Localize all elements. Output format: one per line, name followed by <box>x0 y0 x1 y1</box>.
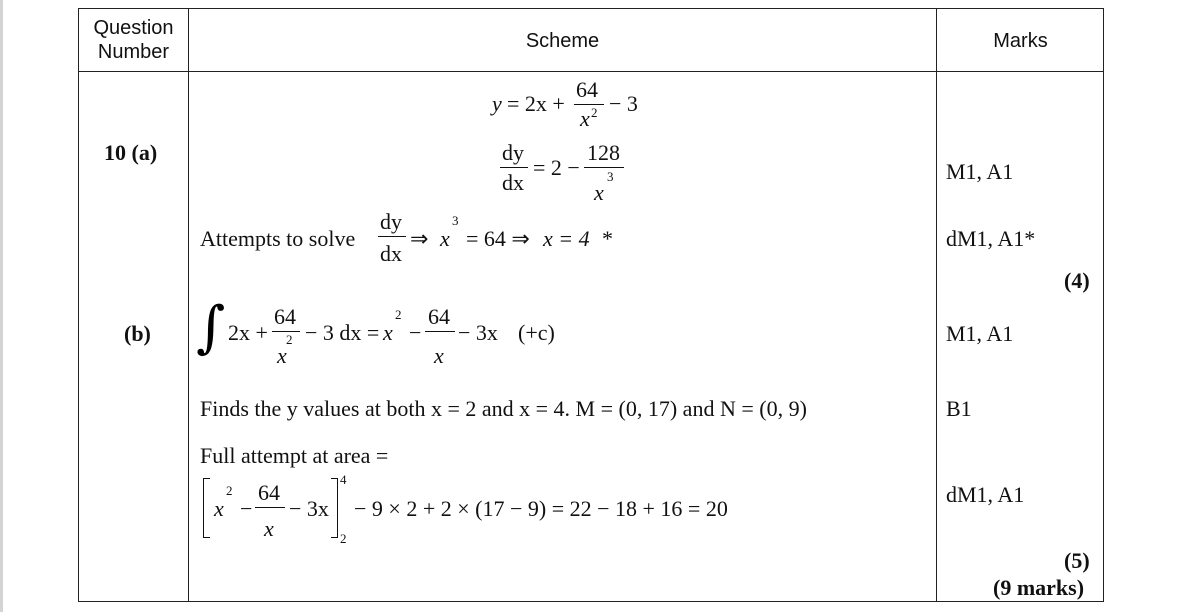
finds-y-values-text: Finds the y values at both x = 2 and x = 4. M = (0, 17) and N = (0, 9) <box>200 396 807 421</box>
int-denominator: x <box>277 343 287 368</box>
eq1-mid: = 2x + <box>507 91 565 116</box>
header-question-number <box>79 16 188 64</box>
eq2-fraction-bar <box>584 167 624 168</box>
question-label-a: 10 (a) <box>104 140 158 165</box>
attempt-x: x <box>440 226 450 251</box>
eq2-denominator: x <box>594 180 604 205</box>
eq1-fraction-bar <box>574 104 604 105</box>
upper-limit: 4 <box>340 472 347 487</box>
question-label-b: (b) <box>124 321 151 346</box>
eq2-mid: = 2 − <box>533 155 580 180</box>
eq2-derivative-bar <box>500 167 528 168</box>
int-constant: (+c) <box>518 320 555 345</box>
attempt-implies-1: ⇒ <box>410 226 429 251</box>
right-square-bracket <box>331 478 338 538</box>
eq2-dx: dx <box>502 170 524 195</box>
area-evaluation: − 9 × 2 + 2 × (17 − 9) = 22 − 18 + 16 = 20 <box>354 496 728 521</box>
marks-b3: dM1, A1 <box>946 482 1025 507</box>
eq2-power: 3 <box>607 169 614 184</box>
bracket-tail: − 3x <box>289 496 329 521</box>
header-scheme: Scheme <box>525 30 600 52</box>
marks-a2: dM1, A1* <box>946 226 1036 251</box>
full-attempt-text: Full attempt at area = <box>200 443 389 468</box>
int-start: 2x + <box>228 320 268 345</box>
int-result-power: 2 <box>395 307 402 322</box>
eq1-lhs: y <box>492 91 502 116</box>
header-question-line1: Question <box>93 17 174 39</box>
grand-total: (9 marks) <box>993 575 1085 600</box>
marks-b2: B1 <box>946 396 972 421</box>
bracket-power: 2 <box>226 483 233 498</box>
eq2-dy: dy <box>502 140 524 165</box>
attempt-bar <box>378 236 406 237</box>
marks-b1: M1, A1 <box>946 321 1014 346</box>
marks-a1: M1, A1 <box>946 159 1014 184</box>
int-power: 2 <box>286 332 293 347</box>
attempt-star: * <box>602 226 613 251</box>
eq2-numerator: 128 <box>587 140 620 165</box>
int-numerator: 64 <box>274 304 296 329</box>
attempt-solution: x = 4 <box>543 226 590 251</box>
int-result-minus: − <box>409 320 422 345</box>
bracket-fraction-bar <box>255 507 285 508</box>
left-square-bracket <box>203 478 210 538</box>
header-marks: Marks <box>993 30 1048 52</box>
eq1-numerator: 64 <box>576 77 598 102</box>
int-result-bar <box>425 331 455 332</box>
column-divider-1 <box>188 9 189 601</box>
bracket-minus: − <box>240 496 253 521</box>
int-result-tail: − 3x <box>458 320 498 345</box>
total-a: (4) <box>1064 268 1090 293</box>
bracket-x: x <box>214 496 224 521</box>
attempt-rest: = 64 ⇒ <box>466 226 530 251</box>
attempt-text: Attempts to solve <box>200 226 356 251</box>
attempt-dx: dx <box>380 241 402 266</box>
header-question-line2: Number <box>97 41 170 63</box>
column-divider-2 <box>936 9 937 601</box>
eq1-denominator: x <box>580 106 590 131</box>
int-result-denominator: x <box>434 343 444 368</box>
header-divider <box>79 71 1103 72</box>
eq1-tail: − 3 <box>609 91 638 116</box>
int-mid: − 3 dx = <box>305 320 380 345</box>
attempt-dy: dy <box>380 209 402 234</box>
eq1-power: 2 <box>591 105 598 120</box>
total-b: (5) <box>1064 548 1090 573</box>
left-edge-bar <box>0 0 3 612</box>
bracket-denominator: x <box>264 516 274 541</box>
lower-limit: 2 <box>340 531 347 546</box>
attempt-power: 3 <box>452 213 459 228</box>
int-result-x: x <box>383 320 393 345</box>
integral-sign: ∫ <box>196 295 226 360</box>
bracket-numerator: 64 <box>258 480 280 505</box>
int-result-numerator: 64 <box>428 304 450 329</box>
